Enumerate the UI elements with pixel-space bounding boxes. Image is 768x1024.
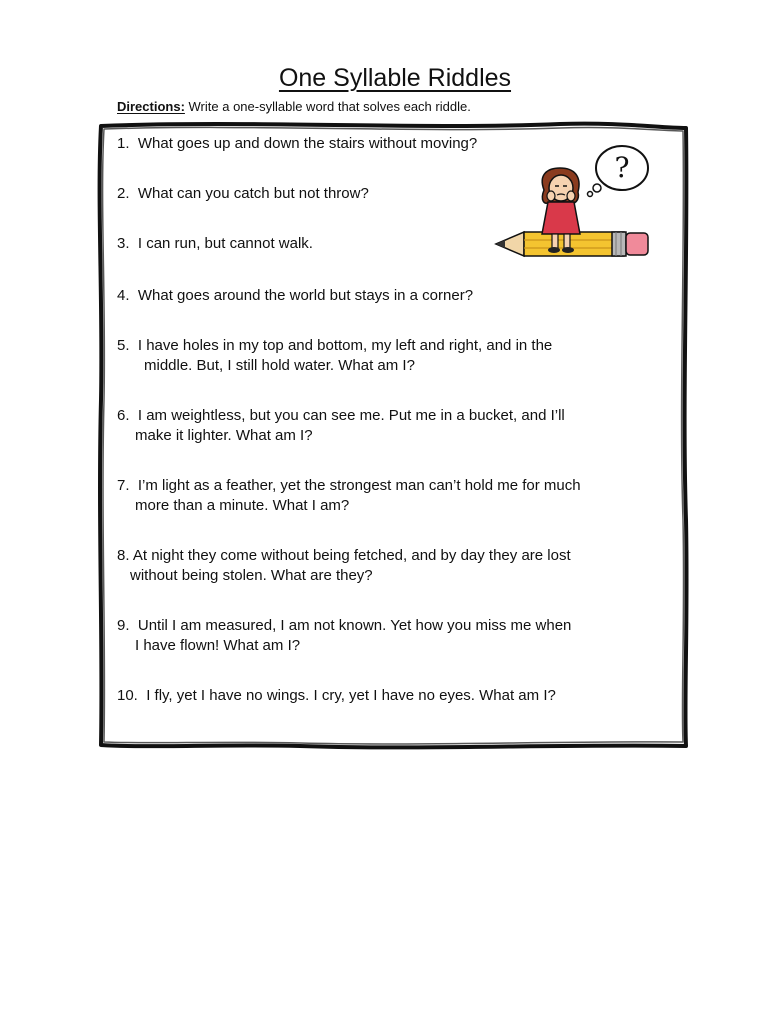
riddle-number: 2. <box>117 185 130 202</box>
thought-bubble-icon <box>588 146 649 197</box>
pencil-icon <box>496 232 648 256</box>
riddle-text-continued: I have flown! What am I? <box>135 637 301 654</box>
riddle-text: Until I am measured, I am not known. Yet how you miss me when <box>137 617 572 634</box>
riddle-number: 4. <box>117 287 130 304</box>
riddle-number: 1. <box>117 135 130 152</box>
riddle-text-continued: without being stolen. What are they? <box>130 567 373 584</box>
riddle-number: 5. <box>117 337 130 354</box>
riddle-number: 3. <box>117 235 130 252</box>
riddle-text: What can you catch but not throw? <box>137 185 369 202</box>
girl-on-pencil-thinking-icon <box>494 144 656 264</box>
directions-label: Directions: <box>117 99 185 114</box>
riddle-number: 6. <box>117 407 130 424</box>
riddle-10 <box>117 686 556 706</box>
riddle-number: 7. <box>117 477 130 494</box>
riddle-text-continued: make it lighter. What am I? <box>135 427 313 444</box>
riddle-number: 10. <box>117 687 138 704</box>
riddle-5 <box>117 336 552 376</box>
riddle-1 <box>117 134 477 154</box>
riddle-number: 8. <box>117 547 130 564</box>
directions-text: Write a one-syllable word that solves each riddle. <box>184 99 471 114</box>
riddle-text-continued: more than a minute. What I am? <box>135 497 350 514</box>
riddle-8 <box>117 546 571 586</box>
riddle-text: I can run, but cannot walk. <box>137 235 313 252</box>
riddle-text: What goes around the world but stays in a corner? <box>137 287 474 304</box>
riddle-text-continued: middle. But, I still hold water. What am I? <box>144 357 415 374</box>
riddle-3 <box>117 234 313 254</box>
riddle-text: I fly, yet I have no wings. I cry, yet I have no eyes. What am I? <box>146 687 556 704</box>
riddle-text: I have holes in my top and bottom, my left and right, and in the <box>137 337 553 354</box>
directions <box>117 99 471 114</box>
riddle-4 <box>117 286 473 306</box>
riddle-text: I’m light as a feather, yet the strongest man can’t hold me for much <box>137 477 581 494</box>
riddle-2 <box>117 184 369 204</box>
riddle-9 <box>117 616 571 656</box>
riddle-text: What goes up and down the stairs without moving? <box>137 135 478 152</box>
thought-bubble-text: ? <box>614 151 630 184</box>
riddle-7 <box>117 476 581 516</box>
riddle-6 <box>117 406 565 446</box>
worksheet-title: One Syllable Riddles <box>278 64 512 92</box>
riddle-text: At night they come without being fetched, and by day they are lost <box>132 547 571 564</box>
riddle-number: 9. <box>117 617 130 634</box>
riddle-text: I am weightless, but you can see me. Put me in a bucket, and I’ll <box>133 407 565 424</box>
